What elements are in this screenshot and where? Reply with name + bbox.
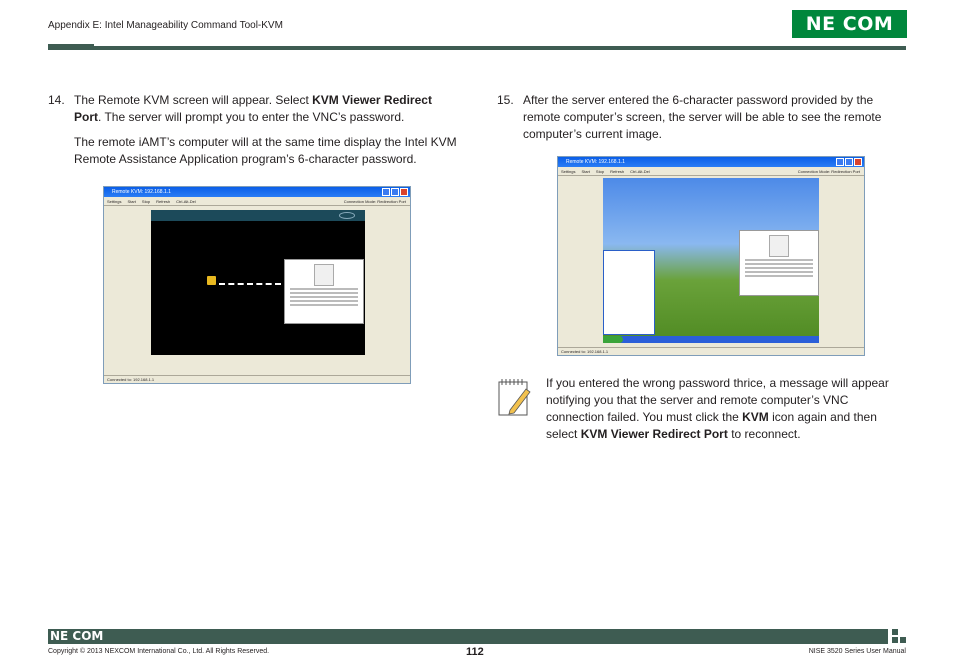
kvm-window-password-screenshot	[103, 186, 411, 384]
step-number: 15.	[497, 93, 514, 107]
close-icon	[400, 188, 408, 196]
header-rule	[48, 46, 906, 50]
stop-button: Stop	[141, 199, 151, 204]
copyright: Copyright © 2013 NEXCOM International Co., Ltd. All Rights Reserved.	[48, 648, 270, 655]
window-toolbar	[104, 197, 410, 206]
logo-text: NE COM	[805, 13, 894, 35]
window-toolbar	[558, 167, 864, 176]
popup-line	[290, 296, 358, 298]
footer-bar	[48, 629, 888, 644]
step-14-para-1	[74, 92, 458, 126]
intel-logo-icon	[339, 212, 355, 219]
realvnc-logo-icon	[769, 235, 789, 257]
window-controls	[382, 188, 408, 196]
password-dashes	[219, 283, 281, 285]
popup-line	[745, 275, 813, 277]
start-button-icon	[603, 336, 623, 343]
footer-square	[892, 637, 898, 643]
bold-text: KVM Viewer Redirect Port	[580, 427, 728, 441]
ctrl-alt-del-button: Ctrl-Alt-Del	[630, 169, 650, 174]
popup-line	[290, 292, 358, 294]
text: to reconnect.	[727, 427, 801, 441]
text: . The server will prompt you to enter the VNC’s password.	[98, 110, 405, 124]
popup-line	[290, 304, 358, 306]
start-menu	[603, 250, 655, 335]
vnc-info-popup	[739, 230, 819, 296]
ctrl-alt-del-button: Ctrl-Alt-Del	[176, 199, 196, 204]
stop-button: Stop	[595, 169, 605, 174]
window-title-bar	[558, 157, 864, 167]
popup-line	[745, 263, 813, 265]
text: If you entered the wrong password thrice, a message will appear notifying you that the server and remote computer’s VNC connection failed. You must click the	[546, 376, 889, 424]
lock-icon	[207, 276, 216, 285]
popup-line	[290, 288, 358, 290]
page-number: 112	[466, 646, 484, 658]
settings-menu: Settings	[561, 169, 576, 174]
close-icon	[854, 158, 862, 166]
footer-logo: NE COM	[50, 629, 104, 643]
note-text	[546, 375, 906, 443]
step-number: 14.	[48, 93, 65, 107]
step-14	[48, 92, 458, 176]
remote-desktop	[603, 178, 819, 343]
popup-line	[290, 300, 358, 302]
manual-title: NISE 3520 Series User Manual	[808, 648, 906, 655]
bold-text: KVM	[742, 410, 769, 424]
connection-mode: Connection Mode: Redirection Port	[797, 169, 860, 174]
window-title: Remote KVM: 192.168.1.1	[566, 159, 625, 165]
window-title-bar	[104, 187, 410, 197]
maximize-icon	[845, 158, 853, 166]
status-bar: Connected to: 192.168.1.1	[104, 375, 410, 383]
maximize-icon	[391, 188, 399, 196]
start-button: Start	[581, 169, 590, 174]
kvm-window-desktop-screenshot	[557, 156, 865, 356]
minimize-icon	[836, 158, 844, 166]
nexcom-logo	[792, 10, 907, 38]
minimize-icon	[382, 188, 390, 196]
running-header: Appendix E: Intel Manageability Command Tool-KVM	[48, 20, 283, 31]
refresh-button: Refresh	[610, 169, 625, 174]
notepad-pencil-icon	[496, 377, 534, 417]
popup-line	[745, 271, 813, 273]
settings-menu: Settings	[107, 199, 122, 204]
start-button: Start	[127, 199, 136, 204]
header-rule-accent	[48, 44, 94, 50]
remote-screen	[151, 210, 365, 355]
window-controls	[836, 158, 862, 166]
window-title: Remote KVM: 192.168.1.1	[112, 189, 171, 195]
popup-line	[745, 267, 813, 269]
realvnc-logo-icon	[314, 264, 334, 286]
status-bar: Connected to: 192.168.1.1	[558, 347, 864, 355]
step-15	[497, 92, 907, 151]
refresh-button: Refresh	[156, 199, 171, 204]
footer-square	[900, 637, 906, 643]
text: icon again and then select	[546, 410, 877, 441]
step-15-para: After the server entered the 6-character password provided by the remote computer’s screen, the server will be able to see the remote computer’s current image.	[523, 93, 882, 141]
footer-square	[892, 629, 898, 635]
taskbar	[603, 336, 819, 343]
vnc-info-popup	[284, 259, 364, 324]
step-14-para-2: The remote iAMT’s computer will at the same time display the Intel KVM Remote Assistance Application program’s 6-character password.	[74, 135, 457, 166]
text: The Remote KVM screen will appear. Select	[74, 93, 313, 107]
bold-text: KVM Viewer Redirect Port	[74, 93, 432, 124]
screen-top-band	[151, 210, 365, 221]
connection-mode: Connection Mode: Redirection Port	[343, 199, 406, 204]
popup-line	[745, 259, 813, 261]
